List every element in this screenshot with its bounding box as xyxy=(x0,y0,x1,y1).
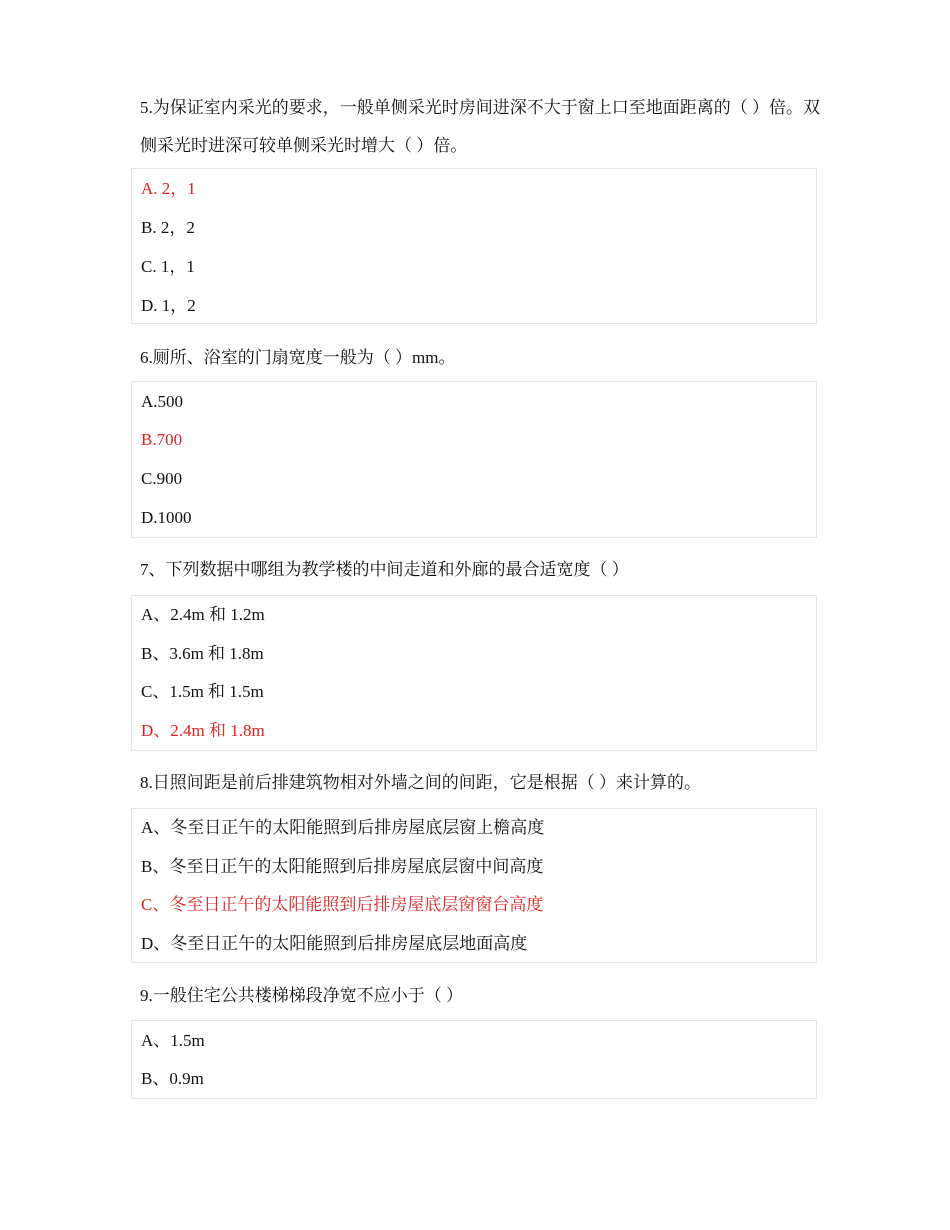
question-9-text: 9.一般住宅公共楼梯梯段净宽不应小于（ ） xyxy=(140,986,463,1005)
question-5-option-c: C. 1，1 xyxy=(141,257,195,276)
question-6-option-a: A.500 xyxy=(141,392,184,411)
question-5-text: 5.为保证室内采光的要求，一般单侧采光时房间进深不大于窗上口至地面距离的（ ）倍。双侧采光时进深可较单侧采光时增大（ ）倍。 xyxy=(140,98,820,155)
question-5-option-b: B. 2，2 xyxy=(141,218,195,237)
question-5-options xyxy=(131,168,817,324)
question-9-options xyxy=(131,1020,817,1099)
question-8-option-b: B、冬至日正午的太阳能照到后排房屋底层窗中间高度 xyxy=(141,857,544,876)
question-9-option-a: A、1.5m xyxy=(141,1031,205,1050)
question-8-option-a: A、冬至日正午的太阳能照到后排房屋底层窗上檐高度 xyxy=(141,818,545,837)
question-7-text: 7、下列数据中哪组为教学楼的中间走道和外廊的最合适宽度（ ） xyxy=(140,560,629,579)
question-7-options xyxy=(131,595,817,751)
question-6-option-d: D.1000 xyxy=(141,508,192,527)
question-7-option-c: C、1.5m 和 1.5m xyxy=(141,682,264,701)
question-7-option-a: A、2.4m 和 1.2m xyxy=(141,605,265,624)
question-6-options xyxy=(131,381,817,538)
question-8-option-c: C、冬至日正午的太阳能照到后排房屋底层窗窗台高度 xyxy=(141,895,544,914)
question-8-option-d: D、冬至日正午的太阳能照到后排房屋底层地面高度 xyxy=(141,934,528,953)
question-7-option-d: D、2.4m 和 1.8m xyxy=(141,721,265,740)
question-6-text: 6.厕所、浴室的门扇宽度一般为（ ）mm。 xyxy=(140,348,456,367)
question-5-option-a: A. 2，1 xyxy=(141,179,196,198)
question-5-option-d: D. 1，2 xyxy=(141,296,196,315)
question-9-option-b: B、0.9m xyxy=(141,1069,204,1088)
question-7-option-b: B、3.6m 和 1.8m xyxy=(141,644,264,663)
question-8-options xyxy=(131,808,817,963)
question-6-option-c: C.900 xyxy=(141,469,183,488)
question-6-option-b: B.700 xyxy=(141,430,183,449)
question-8-text: 8.日照间距是前后排建筑物相对外墙之间的间距，它是根据（ ）来计算的。 xyxy=(140,773,701,792)
